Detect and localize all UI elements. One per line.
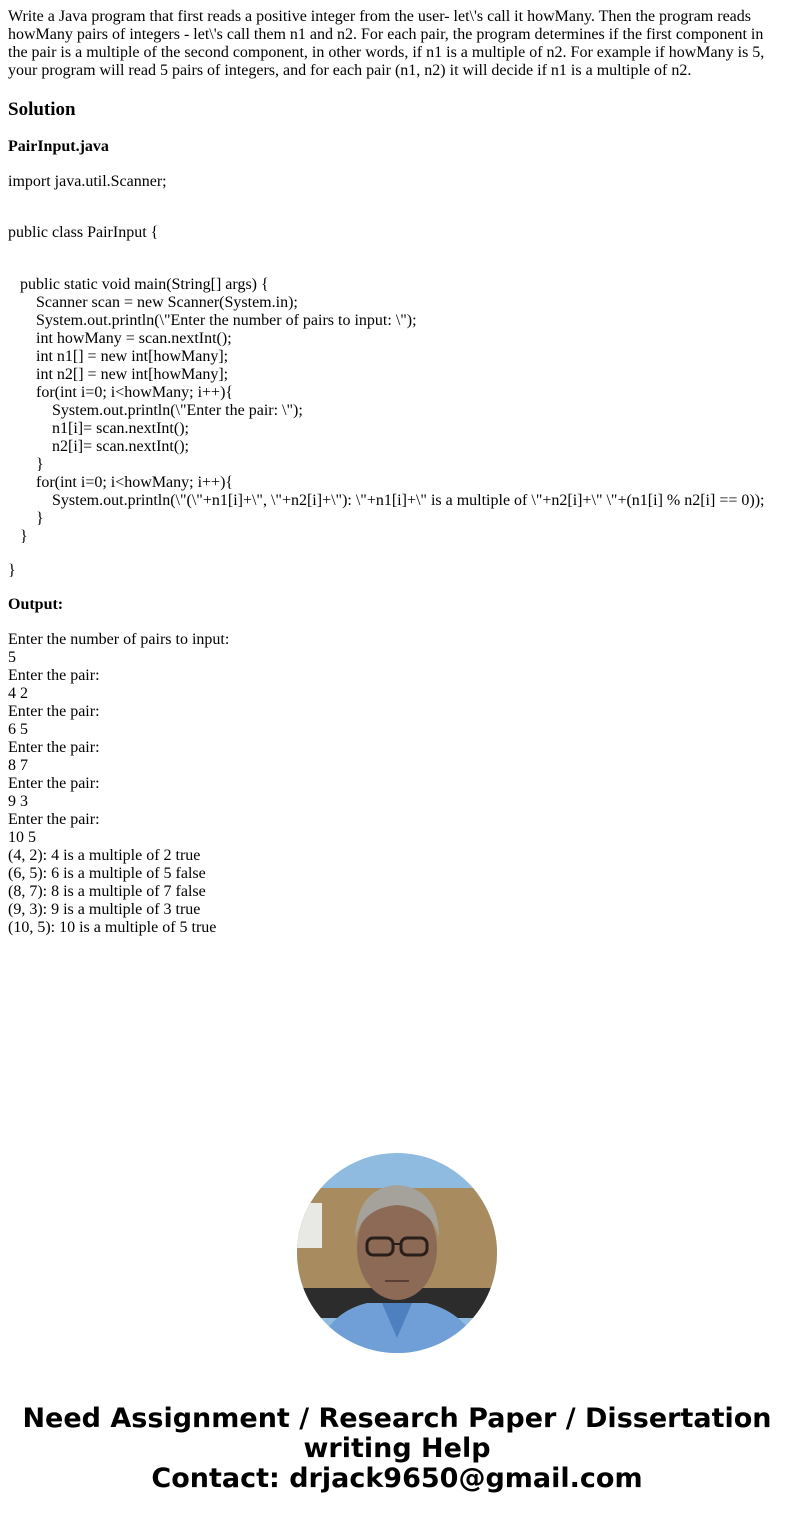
- output-line: Enter the pair:: [8, 811, 100, 828]
- code-line: System.out.println(\"(\"+n1[i]+\", \"+n2[i]+\"): \"+n1[i]+\" is a multiple of \"+n2[i]+\" \"+(n1[i] % n2[i] == 0));: [52, 492, 765, 509]
- code-line: }: [20, 528, 28, 545]
- output-line: (4, 2): 4 is a multiple of 2 true: [8, 847, 201, 864]
- output-line: 6 5: [8, 721, 28, 738]
- output-line: Enter the pair:: [8, 667, 100, 684]
- code-class-close: }: [8, 562, 16, 579]
- promo-footer: [0, 1404, 794, 1494]
- code-import-line: import java.util.Scanner;: [8, 173, 167, 190]
- footer-line-1: Need Assignment / Research Paper / Dissertation: [22, 1403, 772, 1434]
- code-line: n1[i]= scan.nextInt();: [52, 420, 189, 437]
- output-line: 8 7: [8, 757, 28, 774]
- code-main-block: [8, 276, 764, 546]
- code-line: System.out.println(\"Enter the pair: \");: [52, 402, 303, 419]
- solution-heading: Solution: [8, 99, 76, 120]
- output-line: 10 5: [8, 829, 36, 846]
- question-text: Write a Java program that first reads a positive integer from the user- let\'s call it howMany. Then the program reads howMany pairs of integers - let\'s call them n1 and n2. For each pair, the program determines if the first component in the pair is a multiple of the second component, in other words, if n1 is a multiple of n2. For example if howMany is 5, your program will read 5 pairs of integers, and for each pair (n1, n2) it will decide if n1 is a multiple of n2.: [8, 8, 765, 79]
- output-line: 5: [8, 649, 16, 666]
- code-line: int howMany = scan.nextInt();: [36, 330, 232, 347]
- code-line: for(int i=0; i<howMany; i++){: [36, 384, 234, 401]
- code-line: }: [36, 456, 44, 473]
- footer-line-3: Contact: drjack9650@gmail.com: [151, 1463, 643, 1494]
- code-line: public static void main(String[] args) {: [20, 276, 269, 293]
- code-line: for(int i=0; i<howMany; i++){: [36, 474, 234, 491]
- code-line: int n1[] = new int[howMany];: [36, 348, 229, 365]
- code-class-declaration: public class PairInput {: [8, 224, 159, 241]
- code-line: int n2[] = new int[howMany];: [36, 366, 229, 383]
- output-block: [8, 631, 229, 937]
- output-line: (9, 3): 9 is a multiple of 3 true: [8, 901, 201, 918]
- output-line: Enter the number of pairs to input:: [8, 631, 230, 648]
- output-line: Enter the pair:: [8, 703, 100, 720]
- code-line: System.out.println(\"Enter the number of pairs to input: \");: [36, 312, 417, 329]
- code-line: Scanner scan = new Scanner(System.in);: [36, 294, 298, 311]
- output-line: (8, 7): 8 is a multiple of 7 false: [8, 883, 206, 900]
- author-avatar: [297, 1153, 497, 1353]
- code-line: }: [36, 510, 44, 527]
- output-heading: Output:: [8, 596, 64, 613]
- output-line: Enter the pair:: [8, 739, 100, 756]
- output-line: (6, 5): 6 is a multiple of 5 false: [8, 865, 206, 882]
- avatar-photo: [297, 1153, 497, 1353]
- output-line: Enter the pair:: [8, 775, 100, 792]
- file-name-heading: PairInput.java: [8, 138, 109, 155]
- code-line: n2[i]= scan.nextInt();: [52, 438, 189, 455]
- output-line: (10, 5): 10 is a multiple of 5 true: [8, 919, 217, 936]
- footer-line-2: writing Help: [303, 1433, 491, 1464]
- output-line: 4 2: [8, 685, 28, 702]
- output-line: 9 3: [8, 793, 28, 810]
